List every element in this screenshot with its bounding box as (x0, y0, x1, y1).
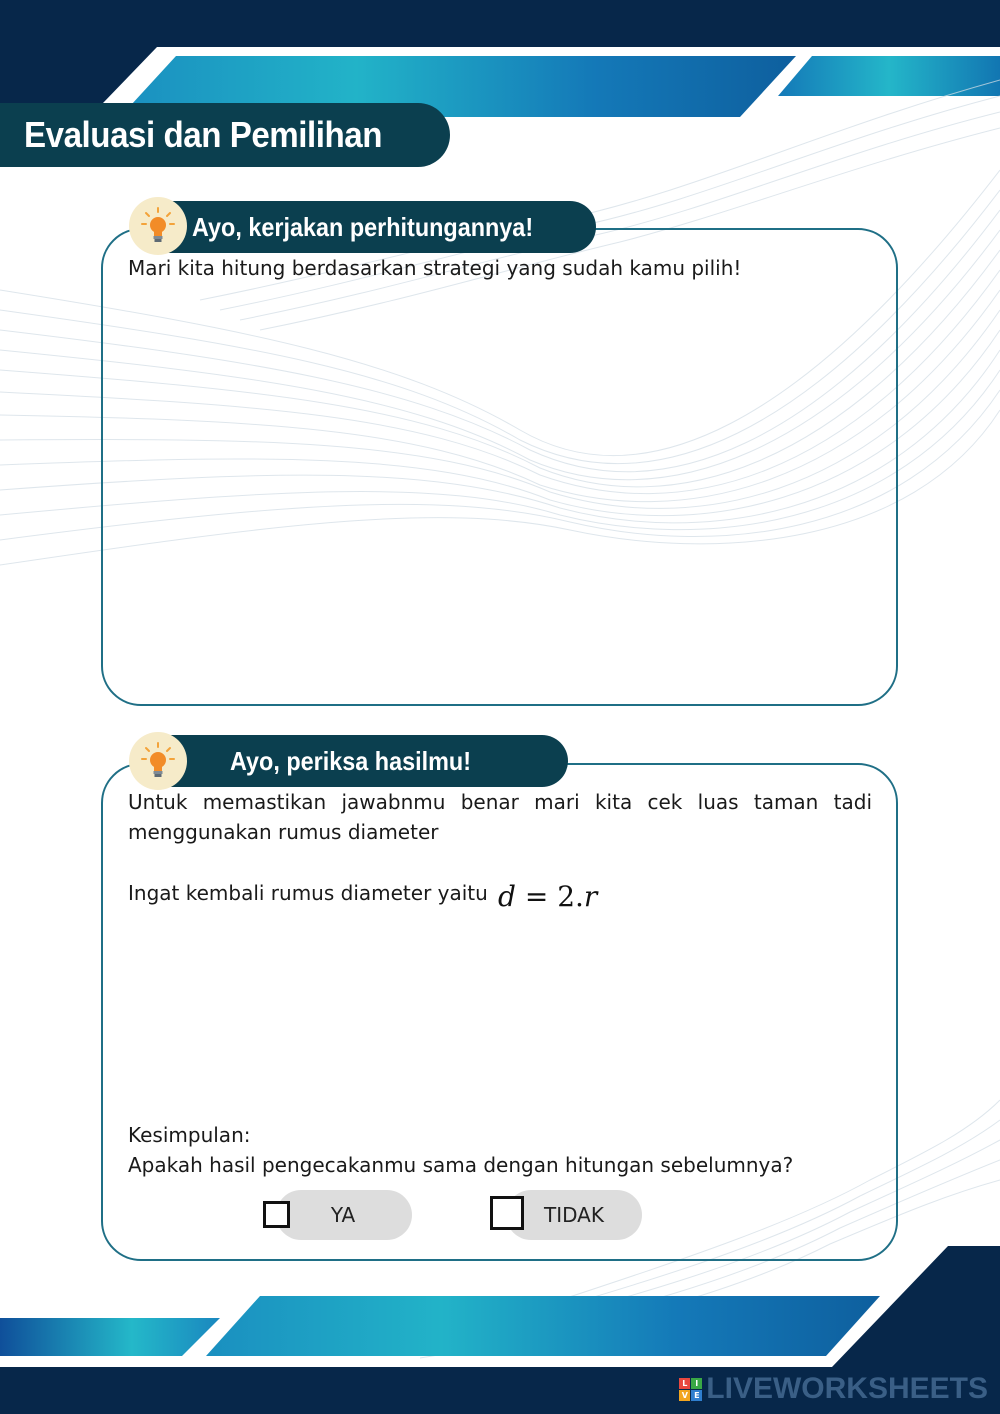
logo-letter: L (679, 1378, 690, 1389)
lightbulb-icon (129, 197, 187, 255)
watermark-text: LIVEWORKSHEETS (706, 1372, 988, 1405)
section-header-text: Ayo, kerjakan perhitungannya! (192, 211, 534, 242)
option-tidak-checkbox[interactable] (490, 1196, 524, 1230)
logo-letter: I (691, 1378, 702, 1389)
option-ya-checkbox[interactable] (263, 1201, 290, 1228)
logo-letter: E (691, 1390, 702, 1401)
section-header-calculation (158, 201, 596, 253)
section-header-check (158, 735, 568, 787)
diameter-formula (498, 880, 597, 913)
section2-paragraph: Untuk memastikan jawabnmu benar mari kita cek luas taman tadi menggunakan rumus diameter (128, 790, 872, 844)
option-tidak-label: TIDAK (544, 1203, 604, 1227)
logo-letter: V (679, 1390, 690, 1401)
section-header-text: Ayo, periksa hasilmu! (230, 745, 472, 776)
formula-equals: = (515, 880, 558, 913)
option-ya-button[interactable] (276, 1190, 412, 1240)
conclusion-label: Kesimpulan: (128, 1123, 251, 1147)
option-tidak-button[interactable] (506, 1190, 642, 1240)
section1-intro: Mari kita hitung berdasarkan strategi yang sudah kamu pilih! (128, 256, 742, 280)
liveworksheets-logo-icon (679, 1378, 702, 1401)
formula-coef: 2. (557, 880, 584, 913)
page-title: Evaluasi dan Pemilihan (24, 114, 383, 155)
option-ya-label: YA (330, 1203, 356, 1227)
calculation-answer-area[interactable] (126, 295, 871, 690)
formula-lhs: d (498, 880, 516, 913)
liveworksheets-watermark (679, 1372, 988, 1406)
check-answer-area[interactable] (126, 930, 871, 1110)
lightbulb-icon (129, 732, 187, 790)
page-title-banner (0, 103, 450, 167)
conclusion-question: Apakah hasil pengecakanmu sama dengan hitungan sebelumnya? (128, 1153, 794, 1177)
formula-rhs: r (583, 880, 598, 913)
formula-intro: Ingat kembali rumus diameter yaitu (128, 881, 488, 905)
